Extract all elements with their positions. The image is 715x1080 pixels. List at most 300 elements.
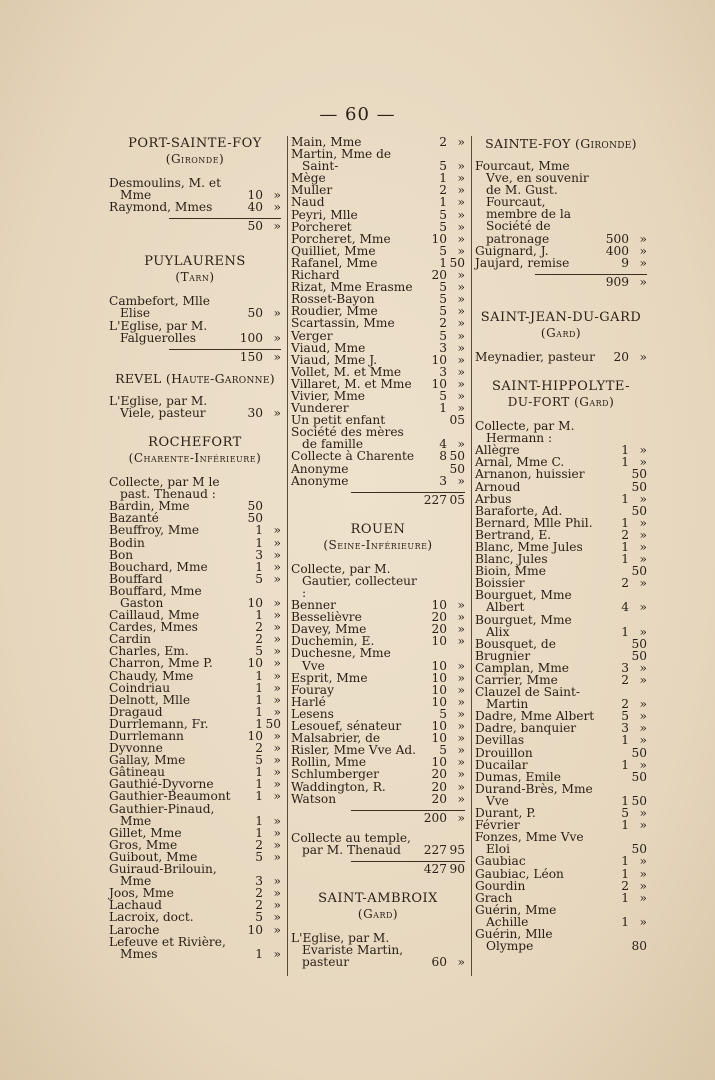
donor-name: Laroche [109,922,160,937]
amount-centimes: » [639,733,647,748]
donor-name: Vunderer [291,401,349,416]
amount-centimes: 50 [449,461,465,476]
donor-name: Fouray [291,682,334,697]
section-total [475,276,647,288]
amount-centimes: » [639,878,647,893]
amount-francs: 10 [431,634,447,649]
donor-name: Raymond, Mmes [109,200,213,215]
amount-centimes: 50 [631,479,647,494]
donor-row [109,694,281,706]
sum-rule [535,274,647,275]
amount-centimes: 50 [631,636,647,651]
amount-centimes: » [457,159,465,174]
amount-francs: 5 [255,753,263,768]
amount-centimes: » [273,330,281,345]
amount-centimes: 50 [631,503,647,518]
amount-francs: 500 [605,231,629,246]
donor-row [475,505,647,517]
section-region: (Seine-Inférieure) [323,537,433,552]
sum-rule [169,349,281,350]
section-region: (Haute-Garonne) [165,370,275,386]
donor-row [109,790,281,802]
donor-row [109,585,281,609]
amount-centimes: » [457,401,465,416]
amount-francs: 10 [431,719,447,734]
amount-francs: 50 [247,499,263,514]
amount-centimes: » [457,207,465,222]
donor-row [291,463,465,475]
amount-centimes: » [457,767,465,782]
amount-centimes: » [639,491,647,506]
donor-name: Février [475,818,520,833]
amount-francs: 5 [439,304,447,319]
donor-name: Guérin, Mlle Olympe [475,926,553,954]
section-heading [109,254,281,285]
amount-francs: 5 [439,706,447,721]
donor-row [109,476,281,500]
total-centimes: » [639,274,647,289]
donor-name: Arnanon, huissier [475,467,585,482]
amount-centimes: » [639,255,647,270]
amount-francs: 10 [247,656,263,671]
donor-name: Arnal, Mme C. [475,455,565,470]
donor-name: Richard [291,268,340,283]
amount-francs: 1 [439,401,447,416]
amount-francs: 1 [255,680,263,695]
section-heading [109,435,281,466]
amount-centimes: » [639,757,647,772]
donor-row [475,759,647,771]
total-centimes: » [273,219,281,234]
amount-centimes: » [273,620,281,635]
total-francs: 427 [423,861,447,876]
amount-francs: 2 [621,878,629,893]
amount-francs: 5 [439,159,447,174]
amount-francs: 1 [621,854,629,869]
donor-name: Blanc, Mme Jules [475,539,583,554]
amount-francs: 2 [439,183,447,198]
amount-francs: 5 [439,219,447,234]
amount-francs: 8 [439,449,447,464]
donor-name: Un petit enfant [291,413,386,428]
donor-name: Bardin, Mme [109,499,190,514]
amount-francs: 5 [255,644,263,659]
amount-centimes: » [457,364,465,379]
donor-row [291,832,465,856]
amount-centimes: 95 [449,842,465,857]
amount-francs: 10 [431,731,447,746]
amount-centimes: » [273,922,281,937]
donor-name: Charron, Mme P. [109,656,213,671]
donor-name: Collecte, par M. Gautier, collecteur : [291,561,417,600]
amount-centimes: » [457,352,465,367]
amount-francs: 10 [431,376,447,391]
donor-row [475,783,647,807]
amount-francs: 400 [605,243,629,258]
donor-name: Gourdin [475,878,526,893]
section-total [109,351,281,363]
amount-francs: 20 [431,610,447,625]
amount-centimes: » [273,741,281,756]
amount-centimes: » [457,598,465,613]
column-3 [475,136,647,952]
donor-name: Dumas, Emile [475,769,561,784]
donor-name: L'Eglise, par M. Viele, pasteur [109,393,208,420]
sum-rule [351,861,465,862]
amount-centimes: » [457,706,465,721]
amount-francs: 20 [431,791,447,806]
section-region: (Gironde) [165,152,225,166]
donor-row [475,880,647,892]
donor-name: Gillet, Mme [109,825,182,840]
amount-francs: 1 [621,455,629,470]
donor-row [475,855,647,867]
amount-francs: 10 [431,682,447,697]
amount-centimes: » [273,608,281,623]
total-francs: 909 [605,274,629,289]
amount-centimes: 50 [631,467,647,482]
donor-row [291,647,465,671]
amount-centimes: » [639,527,647,542]
donor-row [109,295,281,319]
amount-centimes: » [639,624,647,639]
amount-centimes: » [457,719,465,734]
donor-name: Villaret, M. et Mme [291,376,412,391]
donor-name: Boissier [475,576,525,591]
donor-name: Naud [291,195,325,210]
amount-centimes: » [273,898,281,913]
amount-francs: 10 [431,755,447,770]
amount-centimes: » [273,535,281,550]
amount-francs: 5 [255,571,263,586]
amount-francs: 2 [255,741,263,756]
donor-name: Camplan, Mme [475,660,569,675]
amount-centimes: » [457,280,465,295]
amount-centimes: » [639,349,647,364]
donor-name: Porcheret, Mme [291,231,391,246]
donor-name: Brugnier [475,648,531,663]
spacer [109,232,281,254]
section-heading [291,891,465,922]
section-heading [475,379,647,410]
donor-row [475,638,647,650]
donor-name: Bouffard, Mme Gaston [109,583,202,610]
section-title: ROCHEFORT [148,435,242,451]
section-total [109,220,281,232]
amount-centimes: » [639,552,647,567]
amount-centimes: » [273,692,281,707]
amount-francs: 60 [431,955,447,970]
donor-row [475,493,647,505]
amount-francs: 2 [255,837,263,852]
donor-row [475,245,647,257]
amount-francs: 2 [621,697,629,712]
amount-francs: 5 [621,806,629,821]
amount-centimes: » [457,243,465,258]
donor-name: Mège [291,171,326,186]
amount-francs: 2 [255,886,263,901]
donor-row [109,537,281,549]
donor-name: Main, Mme [291,135,362,149]
amount-centimes: 50 [631,745,647,760]
donor-row [475,892,647,904]
amount-francs: 1 [255,716,263,731]
donor-row [475,257,647,269]
amount-centimes: » [273,765,281,780]
donor-row [109,863,281,887]
donor-row [475,160,647,245]
total-centimes: » [457,810,465,825]
donor-row [291,209,465,221]
amount-centimes: » [273,644,281,659]
amount-centimes: » [457,743,465,758]
amount-centimes: » [639,854,647,869]
donor-row [291,196,465,208]
donor-name: Harlé [291,694,326,709]
donor-name: Gallay, Mme [109,753,186,768]
amount-centimes: » [273,188,281,203]
donor-row [475,481,647,493]
section-title: SAINT-AMBROIX [318,891,438,907]
donor-name: Durrlemann, Fr. [109,716,209,731]
amount-centimes: » [639,539,647,554]
amount-centimes: » [457,340,465,355]
donor-row [291,221,465,233]
donor-row [475,928,647,952]
section-title: SAINT-JEAN-DU-GARD [480,309,642,325]
donor-row [109,320,281,344]
donor-name: Vivier, Mme [291,388,365,403]
section-total [291,863,465,875]
amount-centimes: » [457,268,465,283]
amount-francs: 10 [247,595,263,610]
donor-name: Durrlemann [109,729,184,743]
amount-francs: 1 [255,535,263,550]
donor-row [291,426,465,450]
amount-centimes: 50 [449,255,465,270]
amount-francs: 1 [621,539,629,554]
amount-francs: 3 [255,547,263,562]
donor-name: Quilliet, Mme [291,243,376,258]
donor-name: Arbus [475,491,512,506]
donor-row [109,561,281,573]
amount-francs: 20 [431,779,447,794]
section-region: (Gironde) [575,136,637,151]
amount-francs: 1 [621,552,629,567]
donor-row [291,563,465,599]
donor-row [109,177,281,201]
donor-row [475,420,647,444]
amount-francs: 9 [621,255,629,270]
amount-centimes: 50 [631,842,647,857]
amount-centimes: » [273,680,281,695]
amount-francs: 1 [255,692,263,707]
section-heading [291,522,465,553]
amount-centimes: » [457,670,465,685]
donor-name: Cardin [109,632,151,647]
amount-francs: 1 [621,890,629,905]
donor-name: Gaubiac, Léon [475,866,564,881]
donor-row [475,831,647,855]
amount-francs: 40 [247,200,263,215]
amount-francs: 100 [239,330,263,345]
donor-name: Bouchard, Mme [109,559,208,574]
spacer [291,506,465,522]
donor-name: Martin, Mme de Saint- [291,147,392,174]
spacer [475,363,647,379]
amount-centimes: » [273,571,281,586]
amount-centimes: » [457,304,465,319]
donor-row [475,747,647,759]
amount-francs: 3 [439,473,447,488]
amount-francs: 1 [621,818,629,833]
amount-francs: 3 [621,660,629,675]
amount-centimes: 50 [449,449,465,464]
donor-name: Dyvonne [109,741,163,756]
donor-name: Bourguet, Mme Albert [475,588,572,615]
donor-name: Gros, Mme [109,837,178,852]
amount-francs: 227 [423,842,447,857]
donor-name: Esprit, Mme [291,670,368,685]
amount-francs: 1 [621,624,629,639]
section-heading [475,310,647,341]
section-title: SAINTE-FOY [485,136,571,151]
donor-name: Besselièvre [291,610,362,625]
amount-centimes: » [273,306,281,321]
amount-francs: 1 [621,515,629,530]
donor-name: Bouffard [109,571,163,586]
amount-centimes: » [457,779,465,794]
donor-name: Dragaud [109,704,163,719]
amount-francs: 1 [255,946,263,961]
amount-centimes: » [273,595,281,610]
donor-name: Malsabrier, de [291,731,381,746]
amount-francs: 20 [613,349,629,364]
amount-francs: 2 [621,527,629,542]
donor-name: Drouillon [475,745,533,760]
section-title: PUYLAURENS [144,254,246,270]
amount-centimes: » [273,946,281,961]
donor-name: Collecte au temple, par M. Thenaud [291,830,411,857]
amount-francs: 1 [255,777,263,792]
amount-francs: 5 [439,243,447,258]
donor-name: Dadre, banquier [475,721,577,736]
amount-francs: 10 [431,658,447,673]
donor-row [475,686,647,710]
amount-centimes: » [273,729,281,743]
amount-centimes: » [457,292,465,307]
donor-name: Durant, P. [475,806,536,821]
amount-centimes: » [639,660,647,675]
amount-centimes: » [457,171,465,186]
donor-name: Desmoulins, M. et Mme [109,176,221,203]
donor-name: Verger [291,328,333,343]
amount-centimes: » [457,473,465,488]
section-heading [109,371,281,387]
donor-row [109,911,281,923]
amount-francs: 2 [621,673,629,687]
amount-centimes: » [457,955,465,970]
donor-row [291,932,465,968]
amount-francs: 1 [255,523,263,538]
section-total [291,494,465,506]
amount-francs: 20 [431,767,447,782]
amount-francs: 1 [439,195,447,210]
amount-centimes: » [457,682,465,697]
donor-name: Collecte à Charente [291,449,415,464]
donor-name: Caillaud, Mme [109,608,200,623]
donor-name: Lefeuve et Rivière, Mmes [109,934,226,961]
amount-centimes: » [457,316,465,331]
donor-name: Guignard, J. [475,243,549,258]
amount-centimes: » [639,721,647,736]
donor-name: Muller [291,183,333,198]
amount-centimes: » [273,886,281,901]
donor-name: Duchemin, E. [291,634,375,649]
donor-row [291,793,465,805]
donor-name: Chaudy, Mme [109,668,194,683]
amount-centimes: » [273,874,281,889]
amount-centimes: » [639,443,647,458]
section-title: ROUEN [350,521,406,537]
donor-name: Gauthier-Pinaud, Mme [109,801,215,828]
donor-name: Baraforte, Ad. [475,503,563,518]
donor-row [109,201,281,213]
donor-name: Davey, Mme [291,622,367,637]
amount-centimes: » [457,388,465,403]
donor-name: Cardes, Mmes [109,620,198,635]
amount-centimes: 80 [631,939,647,954]
amount-francs: 1 [255,789,263,804]
donor-name: Devillas [475,733,525,748]
donor-row [475,904,647,928]
amount-francs: 20 [431,622,447,637]
amount-centimes: 50 [265,716,281,731]
donor-row [109,395,281,419]
amount-francs: 1 [621,866,629,881]
amount-francs: 1 [255,559,263,574]
amount-centimes: » [273,777,281,792]
donor-name: Bon [109,547,134,562]
amount-centimes: » [273,753,281,768]
amount-centimes: » [639,243,647,258]
donor-name: Gâtineau [109,765,165,780]
section-title: REVEL [115,370,162,386]
amount-centimes: 05 [449,413,465,428]
amount-centimes: » [457,658,465,673]
donor-name: Risler, Mme Vve Ad. [291,743,417,758]
amount-francs: 10 [431,598,447,613]
amount-francs: 1 [621,491,629,506]
spacer [291,875,465,891]
column-1 [109,136,281,960]
donor-row [475,734,647,746]
donor-name: Beuffroy, Mme [109,523,200,538]
donor-name: Lacroix, doct. [109,910,194,925]
donor-name: Société des mères de famille [291,425,404,452]
donor-name: Porcheret [291,219,352,234]
donor-row [291,450,465,462]
donor-name: Lesens [291,706,334,721]
amount-centimes: 50 [631,648,647,663]
amount-centimes: » [639,818,647,833]
column-divider [471,136,472,976]
amount-centimes: » [639,914,647,929]
amount-francs: 30 [247,405,263,420]
donor-name: Jaujard, remise [475,255,570,270]
donor-name: Bourguet, Mme Alix [475,612,572,639]
amount-centimes: » [457,231,465,246]
